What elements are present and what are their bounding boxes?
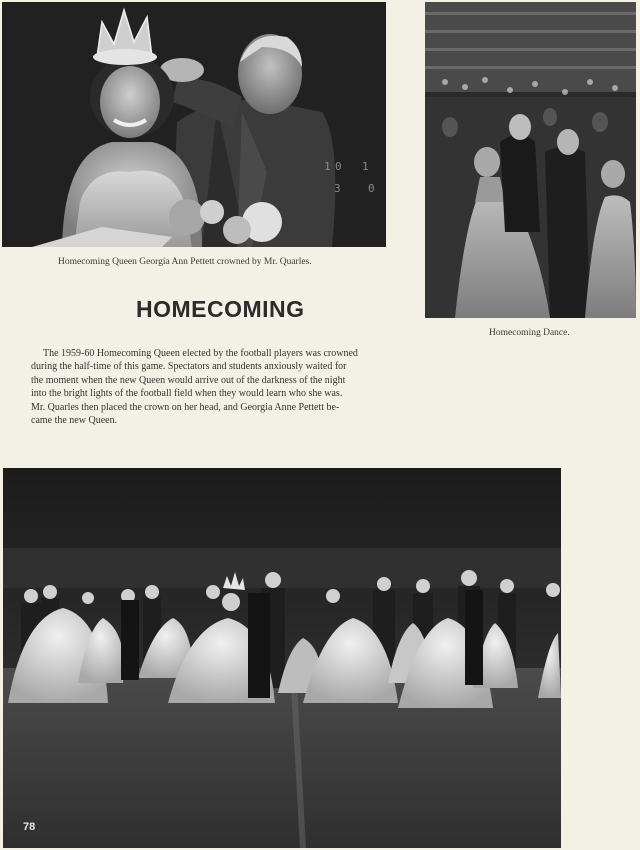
story-line: the moment when the new Queen would arrive out of the darkness of the night	[31, 374, 346, 386]
crowning-photo-image	[2, 2, 386, 247]
story-line: The 1959-60 Homecoming Queen elected by the football players was crowned	[43, 348, 358, 359]
scoreboard-digit: 0	[335, 160, 342, 173]
story-line: came the new Queen.	[31, 415, 118, 427]
dance-caption: Homecoming Dance.	[489, 328, 570, 338]
story-paragraph	[31, 347, 386, 427]
scoreboard-digit: 3	[334, 182, 341, 195]
dance-photo	[425, 2, 636, 318]
story-line: during the half-time of this game. Spectators and students anxiously waited for	[31, 361, 347, 373]
page-number: 78	[23, 821, 36, 833]
story-line: Mr. Quarles then placed the crown on her head, and Georgia Anne Pettett be-	[31, 401, 340, 413]
scoreboard-digit: 1	[362, 160, 369, 173]
scoreboard-digit: 0	[368, 182, 375, 195]
story-line: into the bright lights of the football field when they would learn who she was.	[31, 388, 343, 400]
scoreboard-digit: 1	[324, 160, 331, 173]
dance-photo-image	[425, 2, 636, 318]
crowning-caption: Homecoming Queen Georgia Ann Pettett crowned by Mr. Quarles.	[58, 257, 312, 267]
crowning-photo	[2, 2, 386, 247]
field-ceremony-photo	[3, 468, 561, 848]
page-headline: HOMECOMING	[136, 296, 305, 322]
field-ceremony-photo-image	[3, 468, 561, 848]
